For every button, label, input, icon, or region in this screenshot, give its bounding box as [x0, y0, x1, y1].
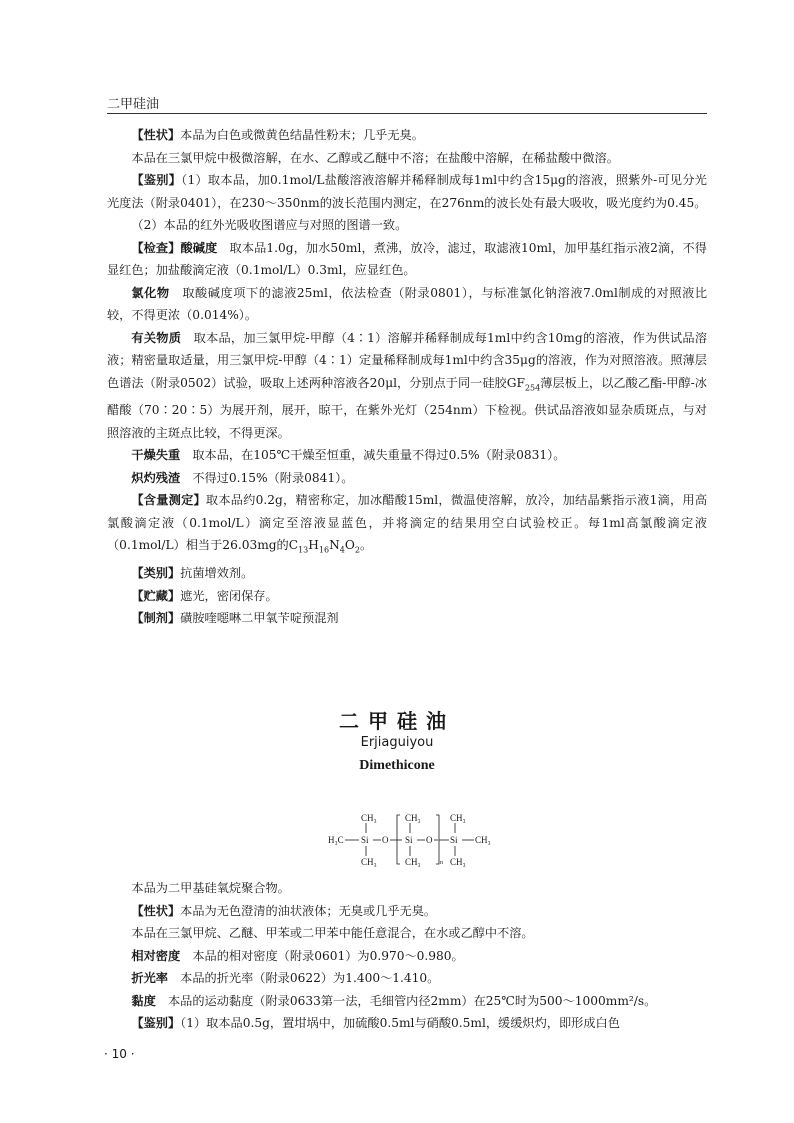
section-label: 【鉴别】	[131, 173, 182, 187]
paragraph-definition	[107, 877, 707, 900]
section-label: 【制剂】	[131, 611, 181, 626]
formula-label: H₃C	[328, 835, 344, 845]
paragraph-properties	[107, 124, 707, 147]
section-label: 【贮藏】	[131, 588, 181, 603]
sub-label: 酸碱度	[180, 240, 218, 255]
paragraph-identification-2	[107, 214, 707, 237]
paragraph-text: 取本品，加三氯甲烷-甲醇（4∶1）溶解并稀释制成每1ml中约含10mg的溶液，作为供试品溶液；精密量取适量，用三氯甲烷-甲醇（4∶1）定量稀释制成每1ml中约含35μg的溶液，作为对照溶液。照薄层色谱法（附录0502）试验，吸取上述两种溶液各20μl，分别点于同一硅胶GF	[107, 330, 708, 390]
paragraph-text: 遮光，密闭保存。	[180, 588, 278, 603]
section-label: 【类别】	[131, 566, 181, 581]
monograph-title-en: Dimethicone	[359, 758, 435, 773]
paragraph-storage	[107, 585, 707, 608]
formula-label: CH₃	[450, 857, 466, 867]
formula-part: N	[329, 538, 340, 553]
formula-label: CH₃	[361, 813, 377, 823]
sub-label: 有关物质	[131, 330, 182, 345]
sub-label: 黏度	[131, 993, 156, 1008]
sub-label: 炽灼残渣	[131, 470, 181, 485]
paragraph-text: （1）取本品0.5g，置坩埚中，加硫酸0.5ml与硝酸0.5ml，缓缓炽灼，即形成白色	[180, 1016, 620, 1030]
subscript: 4	[339, 545, 345, 555]
paragraph-properties	[107, 900, 707, 923]
paragraph-loss-on-drying	[107, 444, 707, 467]
formula-label: Si	[361, 835, 369, 845]
subscript: 254	[524, 382, 541, 392]
paragraph-solubility	[107, 147, 707, 170]
formula-label: CH₃	[405, 857, 421, 867]
section-label: 【检查】	[131, 240, 181, 255]
header-rule	[107, 113, 707, 114]
paragraph-text: （1）取本品，加0.1mol/L盐酸溶液溶解并稀释制成每1ml中约含15μg的溶液，照紫外-可见分光光度法（附录0401），在230～350nm的波长范围内测定，在276nm的波长处有最大吸收，吸光度约为0.45。	[107, 173, 707, 210]
formula-part: O	[344, 538, 355, 553]
paragraph-text: 本品的相对密度（附录0601）为0.970～0.980。	[192, 948, 464, 963]
subscript: 16	[318, 545, 330, 555]
dimethicone-monograph-text	[107, 877, 707, 1035]
page-number: · 10 ·	[104, 1047, 135, 1061]
section-label: 【性状】	[131, 903, 181, 918]
paragraph-text: 本品为无色澄清的油状液体；无臭或几乎无臭。	[180, 903, 437, 918]
paragraph-text: 薄层板上，以乙酸乙酯-甲醇-冰醋酸（70∶20∶5）为展开剂，展开，晾干，在紫外光灯（254nm）下检视。供试品溶液如显杂质斑点，与对照溶液的主斑点比较，不得更深。	[107, 375, 707, 440]
paragraph-text: 本品为白色或微黄色结晶性粉末；几乎无臭。	[180, 128, 424, 142]
sub-label: 氯化物	[131, 285, 170, 300]
monograph-title-cn: 二甲硅油	[339, 709, 455, 733]
paragraph-acidity	[107, 237, 707, 282]
formula-label: Si	[450, 835, 458, 845]
paragraph-identification-1	[107, 169, 707, 214]
paragraph-assay	[107, 489, 707, 562]
previous-monograph-text	[107, 124, 707, 630]
paragraph-preparations	[107, 607, 707, 630]
paragraph-text: 抗菌增效剂。	[180, 566, 254, 581]
formula-part: H	[308, 538, 319, 553]
paragraph-miscibility	[107, 922, 707, 945]
paragraph-related-substances	[107, 327, 707, 445]
paragraph-relative-density	[107, 945, 707, 968]
sub-label: 干燥失重	[131, 448, 181, 463]
paragraph-text: 磺胺喹噁啉二甲氧苄啶预混剂	[180, 611, 339, 626]
paragraph-identification	[107, 1012, 707, 1035]
paragraph-text: 本品为二甲基硅氧烷聚合物。	[131, 881, 290, 895]
paragraph-text: 本品的折光率（附录0622）为1.400～1.410。	[180, 971, 440, 985]
paragraph-text: 取本品，在105℃干燥至恒重，减失重量不得过0.5%（附录0831）。	[192, 448, 566, 463]
paragraph-text: 取本品约0.2g，精密称定，加冰醋酸15ml，微温使溶解，放冷，加结晶紫指示液1滴，用高氯酸滴定液（0.1mol/L）滴定至溶液显蓝色，并将滴定的结果用空白试验校正。每1ml高氯酸滴定液（0.1mol/L）相当于26.03mg的C	[107, 493, 708, 553]
running-header: 二甲硅油	[107, 97, 160, 112]
subscript: 2	[354, 545, 360, 555]
formula-label: CH₃	[475, 835, 491, 845]
section-label: 【性状】	[131, 128, 181, 142]
paragraph-refractive-index	[107, 967, 707, 990]
paragraph-text: 本品在三氯甲烷中极微溶解，在水、乙醇或乙醚中不溶；在盐酸中溶解，在稀盐酸中微溶。	[131, 150, 619, 165]
paragraph-text: 取酸碱度项下的滤液25ml，依法检查（附录0801），与标准氯化钠溶液7.0ml制成的对照液比较，不得更浓（0.014%）。	[107, 285, 708, 322]
paragraph-chloride	[107, 282, 707, 327]
paragraph-residue	[107, 467, 707, 490]
formula-label: CH₃	[405, 813, 421, 823]
paragraph-text: 本品在三氯甲烷、乙醚、甲苯或二甲苯中能任意混合，在水或乙醇中不溶。	[131, 926, 534, 940]
section-label: 【鉴别】	[131, 1016, 181, 1030]
formula-label: O	[426, 835, 433, 845]
paragraph-text: 不得过0.15%（附录0841）。	[192, 470, 354, 485]
sub-label: 相对密度	[131, 948, 181, 963]
formula-label: Si	[405, 835, 413, 845]
formula-label: n	[440, 860, 443, 866]
paragraph-text: 本品的运动黏度（附录0633第一法，毛细管内径2mm）在25℃时为500～1000mm²/s。	[167, 993, 657, 1008]
formula-label: CH₃	[450, 813, 466, 823]
paragraph-category	[107, 562, 707, 585]
subscript: 13	[298, 545, 309, 555]
formula-label: O	[382, 835, 389, 845]
formula-part: 。	[359, 538, 373, 553]
structural-formula	[328, 812, 518, 868]
section-label: 【含量测定】	[131, 493, 206, 508]
paragraph-text: （2）本品的红外光吸收图谱应与对照的图谱一致。	[131, 218, 408, 232]
paragraph-viscosity	[107, 990, 707, 1013]
formula-label: CH₃	[361, 857, 377, 867]
paragraph-text: 取本品1.0g，加水50ml，煮沸，放冷，滤过，取滤液10ml，加甲基红指示液2滴，不得显红色；加盐酸滴定液（0.1mol/L）0.3ml，应显红色。	[107, 240, 707, 277]
sub-label: 折光率	[131, 971, 168, 985]
monograph-pinyin: Erjiaguiyou	[360, 735, 434, 750]
